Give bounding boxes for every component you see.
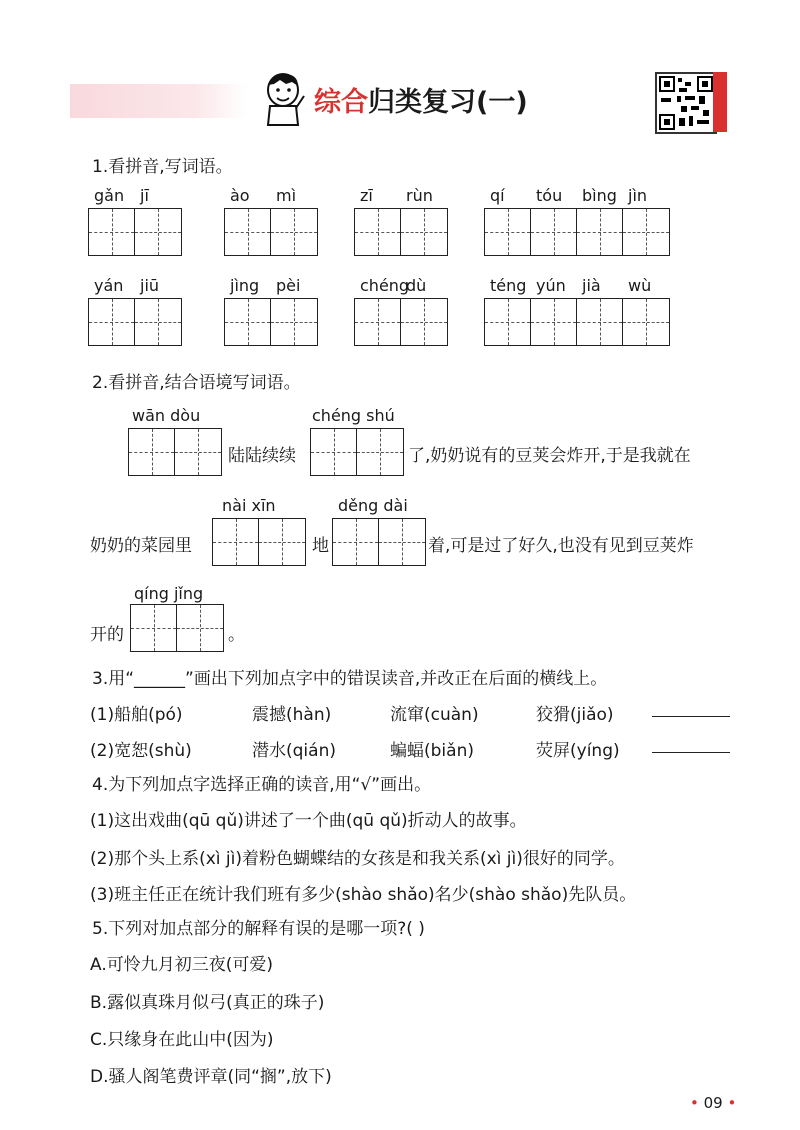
grid-cell[interactable] (577, 299, 623, 345)
grid-cell[interactable] (225, 209, 271, 255)
grid-cell[interactable] (271, 209, 317, 255)
grid-cell[interactable] (531, 299, 577, 345)
q1-writing-grid[interactable] (224, 298, 318, 346)
q3-item-2-4: 荧屏(yíng) (536, 741, 620, 761)
q3-item-2-2: 潜水(qián) (252, 741, 336, 761)
grid-cell[interactable] (401, 209, 447, 255)
q1-pinyin: pèi (276, 276, 301, 295)
grid-cell[interactable] (485, 299, 531, 345)
grid-cell[interactable] (135, 209, 181, 255)
q2-text-5: 着,可是过了好久,也没有见到豆荚炸 (428, 536, 694, 556)
q1-pinyin: mì (276, 186, 297, 205)
q4-item-2: (2)那个头上系(xì jì)着粉色蝴蝶结的女孩是和我关系(xì jì)很好的同学。 (90, 849, 625, 869)
grid-cell[interactable] (89, 209, 135, 255)
q2-grid-1[interactable] (128, 428, 222, 476)
q3-item-1-1: (1)船舶(pó) (90, 705, 183, 725)
grid-cell[interactable] (355, 299, 401, 345)
q1-pinyin: rùn (406, 186, 433, 205)
grid-cell[interactable] (623, 299, 669, 345)
q1-pinyin: jiū (140, 276, 160, 295)
q1-pinyin: téng (490, 276, 527, 295)
q3-item-1-2: 震撼(hàn) (252, 705, 332, 725)
q3-item-2-1: (2)宽恕(shù) (90, 741, 192, 761)
q1-pinyin: gǎn (94, 186, 125, 205)
q1-pinyin: jià (582, 276, 601, 295)
q2-text-6: 开的 (90, 625, 124, 645)
q1-writing-grid[interactable] (224, 208, 318, 256)
q5-option-b[interactable]: B.露似真珠月似弓(真正的珠子) (90, 993, 325, 1013)
q4-item-1: (1)这出戏曲(qū qǔ)讲述了一个曲(qū qǔ)折动人的故事。 (90, 811, 527, 831)
q1-pinyin: chéng (360, 276, 410, 295)
q2-grid-4[interactable] (332, 518, 426, 566)
q2-text-1: 陆陆续续 (228, 446, 296, 466)
q1-pinyin: tóu (536, 186, 563, 205)
q1-writing-grid[interactable] (484, 298, 670, 346)
q1-pinyin: jìn (628, 186, 648, 205)
q2-pinyin-2: chéng shú (312, 406, 395, 425)
qr-tag (713, 72, 727, 132)
page-number: • 09 • (690, 1094, 737, 1112)
q1-writing-grid[interactable] (354, 298, 448, 346)
q1-pinyin: jìng (230, 276, 260, 295)
q5-option-d[interactable]: D.骚人阁笔费评章(同“搁”,放下) (90, 1067, 332, 1087)
grid-cell[interactable] (135, 299, 181, 345)
q2-pinyin-4: děng dài (338, 496, 408, 515)
grid-cell[interactable] (623, 209, 669, 255)
q3-answer-line-2[interactable] (652, 752, 730, 753)
q2-text-2: 了,奶奶说有的豆荚会炸开,于是我就在 (408, 446, 691, 466)
boy-mascot-icon (258, 70, 308, 126)
header-decoration (70, 84, 248, 118)
q2-text-4: 地 (312, 536, 329, 556)
q2-grid-3[interactable] (212, 518, 306, 566)
q1-writing-grid[interactable] (484, 208, 670, 256)
q1-pinyin: yán (94, 276, 124, 295)
grid-cell[interactable] (485, 209, 531, 255)
q2-text-3: 奶奶的菜园里 (90, 536, 192, 556)
q2-pinyin-3: nài xīn (222, 496, 276, 515)
q1-pinyin: bìng (582, 186, 617, 205)
q5-option-c[interactable]: C.只缘身在此山中(因为) (90, 1030, 274, 1050)
q1-pinyin: dù (406, 276, 427, 295)
q1-writing-grid[interactable] (88, 208, 182, 256)
q1-pinyin: yún (536, 276, 566, 295)
grid-cell[interactable] (225, 299, 271, 345)
grid-cell[interactable] (577, 209, 623, 255)
grid-cell[interactable] (401, 299, 447, 345)
q2-prompt: 2.看拼音,结合语境写词语。 (92, 373, 301, 393)
q1-writing-grid[interactable] (88, 298, 182, 346)
q5-option-a[interactable]: A.可怜九月初三夜(可爱) (90, 955, 273, 975)
qr-code-icon[interactable] (655, 72, 717, 134)
q2-grid-2[interactable] (310, 428, 404, 476)
q5-prompt: 5.下列对加点部分的解释有误的是哪一项?( ) (92, 919, 425, 939)
q2-pinyin-5: qíng jǐng (134, 584, 204, 603)
q2-grid-5[interactable] (130, 604, 224, 652)
q1-pinyin: zī (360, 186, 373, 205)
q3-item-2-3: 蝙蝠(biǎn) (390, 741, 474, 761)
grid-cell[interactable] (271, 299, 317, 345)
q3-item-1-4: 狡猾(jiǎo) (536, 705, 614, 725)
q3-answer-line-1[interactable] (652, 716, 730, 717)
q4-item-3: (3)班主任正在统计我们班有多少(shào shǎo)名少(shào shǎo)先队员。 (90, 885, 637, 905)
q2-text-7: 。 (228, 625, 245, 645)
grid-cell[interactable] (531, 209, 577, 255)
page-title: 综合归类复习(一) (314, 87, 528, 118)
grid-cell[interactable] (355, 209, 401, 255)
q4-prompt: 4.为下列加点字选择正确的读音,用“√”画出。 (92, 775, 432, 795)
q1-prompt: 1.看拼音,写词语。 (92, 157, 233, 177)
q1-pinyin: wù (628, 276, 652, 295)
q1-pinyin: qí (490, 186, 505, 205)
q1-writing-grid[interactable] (354, 208, 448, 256)
q2-pinyin-1: wān dòu (132, 406, 201, 425)
grid-cell[interactable] (89, 299, 135, 345)
q1-pinyin: ào (230, 186, 250, 205)
q3-prompt: 3.用“______”画出下列加点字中的错误读音,并改正在后面的横线上。 (92, 669, 608, 689)
q3-item-1-3: 流窜(cuàn) (390, 705, 479, 725)
q1-pinyin: jī (140, 186, 149, 205)
